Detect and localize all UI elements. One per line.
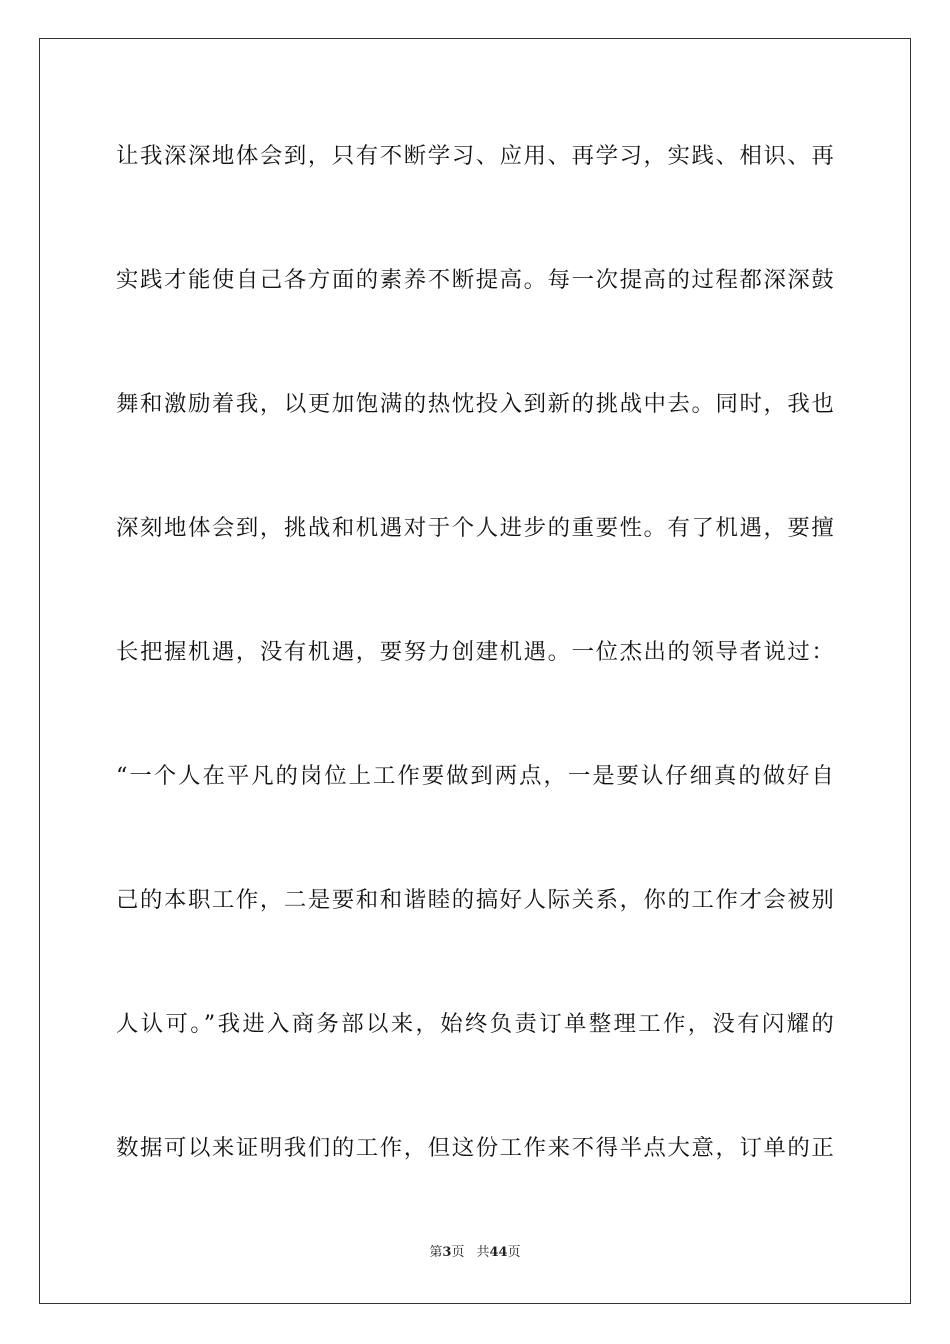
body-line-4: 深刻地体会到，挑战和机遇对于个人进步的重要性。有了机遇，要擅 (116, 515, 834, 541)
page-prefix: 第 (429, 1245, 443, 1260)
page-number: 3 (442, 1245, 452, 1260)
body-line-8: 人认可。”我进入商务部以来，始终负责订单整理工作，没有闪耀的 (116, 1011, 834, 1037)
page-suffix: 页 (451, 1245, 465, 1260)
total-prefix: 共 (476, 1245, 490, 1260)
page-footer (0, 1244, 950, 1262)
body-line-1: 让我深深地体会到，只有不断学习、应用、再学习，实践、相识、再 (116, 143, 834, 169)
body-line-3: 舞和激励着我，以更加饱满的热忱投入到新的挑战中去。同时，我也 (116, 391, 834, 417)
total-pages: 44 (489, 1245, 508, 1260)
body-line-5: 长把握机遇，没有机遇，要努力创建机遇。一位杰出的领导者说过： (116, 639, 834, 665)
body-line-2: 实践才能使自己各方面的素养不断提高。每一次提高的过程都深深鼓 (116, 267, 834, 293)
document-body (116, 125, 834, 1241)
total-suffix: 页 (507, 1245, 521, 1260)
body-line-6: “一个人在平凡的岗位上工作要做到两点，一是要认仔细真的做好自 (116, 763, 834, 789)
body-line-9: 数据可以来证明我们的工作，但这份工作来不得半点大意，订单的正 (116, 1135, 834, 1161)
body-line-7: 己的本职工作，二是要和和谐睦的搞好人际关系，你的工作才会被别 (116, 887, 834, 913)
